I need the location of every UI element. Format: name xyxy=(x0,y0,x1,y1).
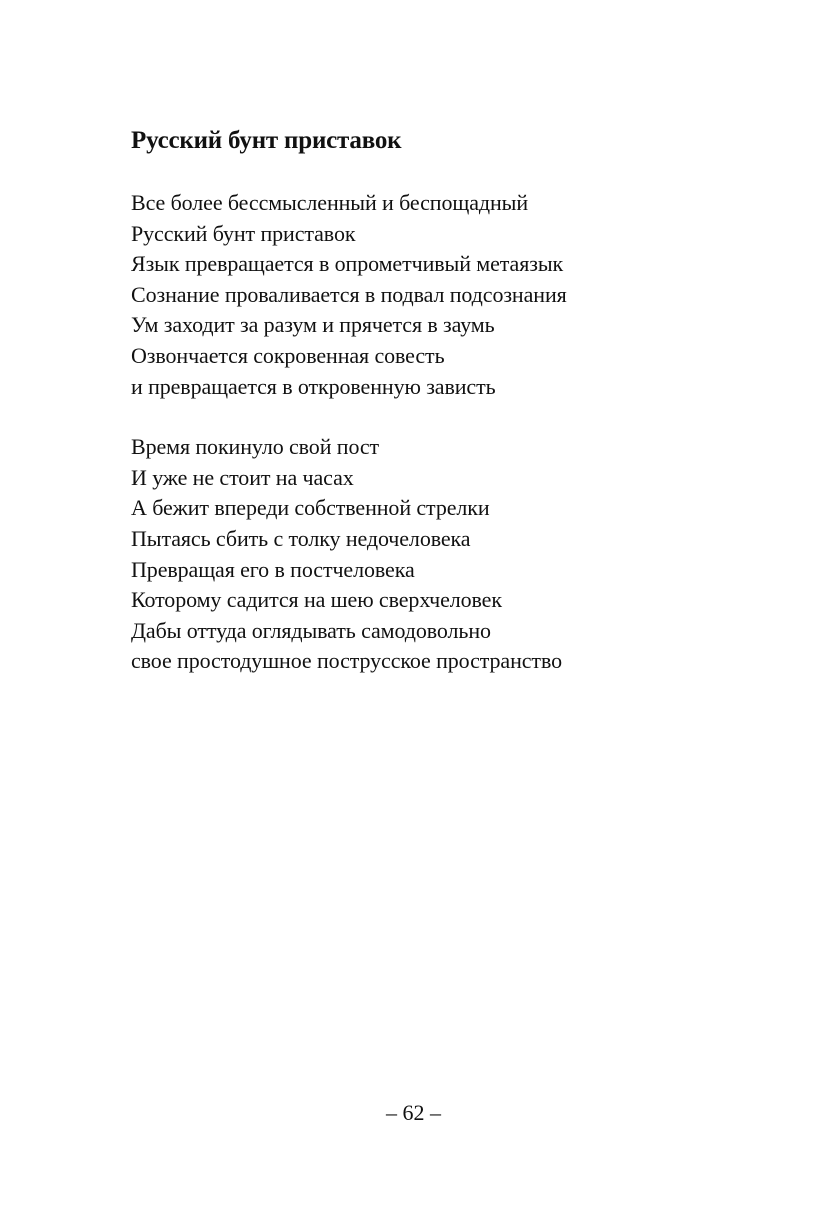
poem xyxy=(131,124,751,677)
poem-line: Превращая его в постчеловека xyxy=(131,556,415,582)
poem-line: Язык превращается в опрометчивый метаязык xyxy=(131,251,564,277)
poem-line: Русский бунт приставок xyxy=(131,220,356,246)
poem-line: И уже не стоит на часах xyxy=(131,464,354,490)
poem-line: и превращается в откровенную зависть xyxy=(131,373,496,399)
poem-line: А бежит впереди собственной стрелки xyxy=(131,495,490,521)
stanza-1 xyxy=(131,188,751,402)
page-number: – 62 – xyxy=(386,1100,441,1125)
poem-line: Сознание проваливается в подвал подсознания xyxy=(131,281,567,307)
stanza-2 xyxy=(131,432,751,677)
poem-line: Озвончается сокровенная совесть xyxy=(131,342,445,368)
poem-line: свое простодушное пострусское пространство xyxy=(131,648,562,674)
poem-line: Все более бессмысленный и беспощадный xyxy=(131,190,528,215)
poem-line: Ум заходит за разум и прячется в заумь xyxy=(131,312,495,338)
poem-line: Время покинуло свой пост xyxy=(131,434,380,460)
poem-title: Русский бунт приставок xyxy=(131,127,402,154)
poem-line: Пытаясь сбить с толку недочеловека xyxy=(131,525,471,551)
poem-line: Дабы оттуда оглядывать самодовольно xyxy=(131,617,491,643)
poem-line: Которому садится на шею сверхчеловек xyxy=(131,587,502,613)
